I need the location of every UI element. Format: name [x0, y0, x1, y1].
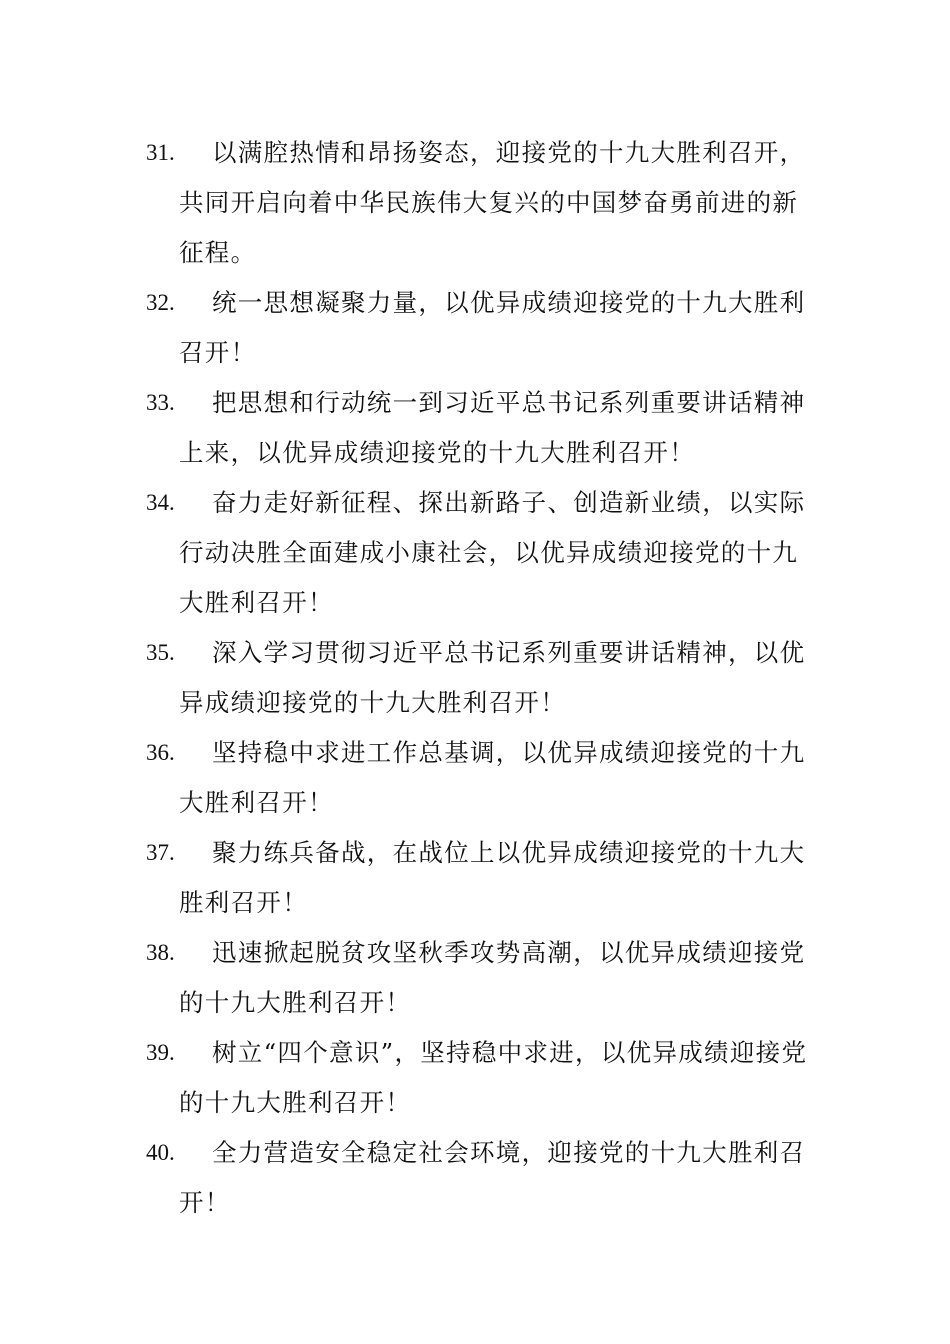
item-number: 39.: [146, 1040, 175, 1065]
item-text: 统一思想凝聚力量，以优异成绩迎接党的十九大胜利召开！: [179, 288, 806, 367]
item-text: 迅速掀起脱贫攻坚秋季攻势高潮，以优异成绩迎接党的十九大胜利召开！: [179, 938, 806, 1017]
list-item: [146, 728, 816, 828]
list-item: [146, 378, 816, 478]
item-number: 38.: [146, 940, 175, 965]
item-number: 32.: [146, 290, 175, 315]
item-number: 31.: [146, 140, 175, 165]
list-item: [146, 128, 816, 278]
list-item: [146, 928, 816, 1028]
list-item: [146, 478, 816, 628]
item-text: 奋力走好新征程、探出新路子、创造新业绩，以实际行动决胜全面建成小康社会，以优异成绩迎接党的十九大胜利召开！: [179, 488, 806, 617]
item-number: 33.: [146, 390, 175, 415]
item-number: 36.: [146, 740, 175, 765]
list-item: [146, 828, 816, 928]
item-text: 树立“四个意识”，坚持稳中求进，以优异成绩迎接党的十九大胜利召开！: [179, 1038, 808, 1117]
item-text: 坚持稳中求进工作总基调，以优异成绩迎接党的十九大胜利召开！: [179, 738, 806, 817]
item-text: 深入学习贯彻习近平总书记系列重要讲话精神，以优异成绩迎接党的十九大胜利召开！: [179, 638, 806, 717]
item-number: 34.: [146, 490, 175, 515]
list-item: [146, 1128, 816, 1228]
list-item: [146, 1028, 816, 1128]
list-item: [146, 628, 816, 728]
item-text: 以满腔热情和昂扬姿态，迎接党的十九大胜利召开，共同开启向着中华民族伟大复兴的中国梦奋勇前进的新征程。: [179, 138, 806, 267]
slogan-list: [146, 128, 816, 1228]
item-text: 把思想和行动统一到习近平总书记系列重要讲话精神上来，以优异成绩迎接党的十九大胜利召开！: [179, 388, 806, 467]
item-number: 35.: [146, 640, 175, 665]
item-text: 聚力练兵备战，在战位上以优异成绩迎接党的十九大胜利召开！: [179, 838, 806, 917]
item-number: 37.: [146, 840, 175, 865]
list-item: [146, 278, 816, 378]
item-text: 全力营造安全稳定社会环境，迎接党的十九大胜利召开！: [179, 1138, 806, 1217]
item-number: 40.: [146, 1140, 175, 1165]
